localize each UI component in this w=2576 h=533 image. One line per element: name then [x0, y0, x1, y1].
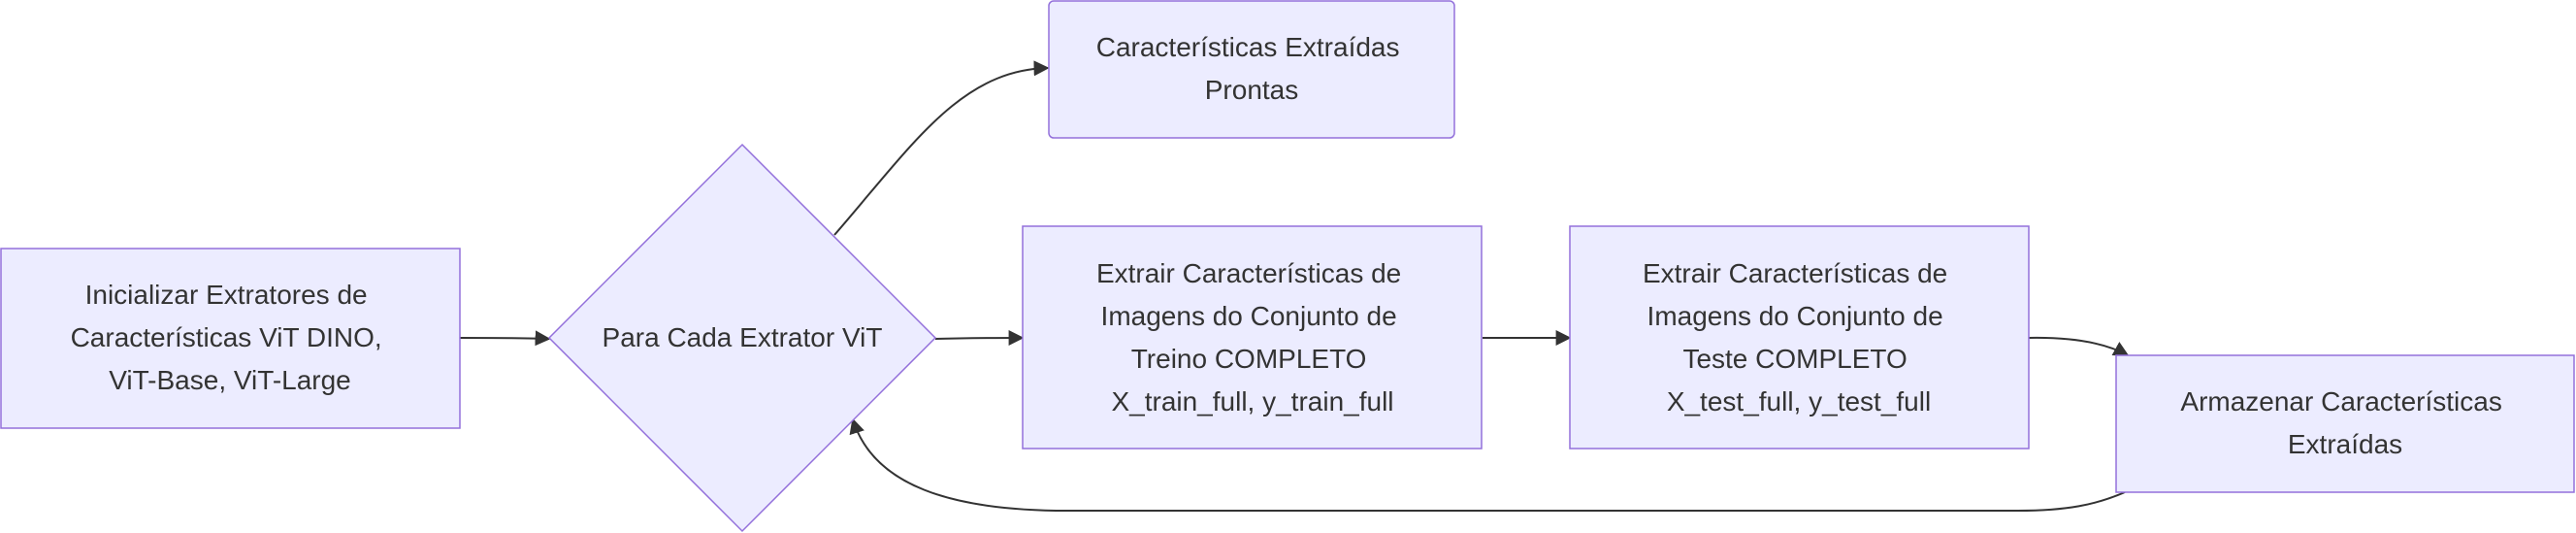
- node-init: [1, 249, 460, 428]
- node-init-line-1: Inicializar Extratores de: [84, 280, 368, 310]
- edge-loop-to-ready: [834, 68, 1048, 235]
- node-init-line-3: ViT-Base, ViT-Large: [109, 365, 351, 395]
- node-ready-line-1: Características Extraídas: [1095, 32, 1400, 62]
- node-init-line-2: Características ViT DINO,: [70, 322, 382, 352]
- node-ready-line-2: Prontas: [1204, 75, 1299, 105]
- node-store-line-1: Armazenar Características: [2180, 386, 2502, 416]
- node-loop: [549, 145, 935, 531]
- edge-init-to-loop: [460, 338, 549, 339]
- node-init-label: [71, 280, 390, 395]
- node-test: [1570, 226, 2029, 449]
- node-train-line-1: Extrair Características de: [1095, 258, 1402, 288]
- node-test-line-2: Imagens do Conjunto de: [1647, 301, 1943, 331]
- edge-test-to-store: [2029, 338, 2128, 355]
- node-train-line-3: Treino COMPLETO: [1130, 344, 1367, 374]
- node-store-box: [2116, 355, 2574, 492]
- node-test-line-4: X_test_full, y_test_full: [1666, 386, 1932, 416]
- node-loop-label: [603, 322, 883, 352]
- node-train-line-2: Imagens do Conjunto de: [1100, 301, 1397, 331]
- node-store: [2116, 355, 2574, 492]
- node-ready-box: [1049, 1, 1454, 138]
- node-ready: [1049, 1, 1454, 138]
- node-loop-line-1: Para Cada Extrator ViT: [602, 322, 883, 352]
- node-train: [1023, 226, 1482, 449]
- node-store-line-2: Extraídas: [2287, 429, 2403, 459]
- node-train-line-4: X_train_full, y_train_full: [1111, 386, 1394, 416]
- node-test-line-1: Extrair Características de: [1642, 258, 1948, 288]
- node-test-line-3: Teste COMPLETO: [1682, 344, 1908, 374]
- edge-loop-to-train: [935, 338, 1023, 339]
